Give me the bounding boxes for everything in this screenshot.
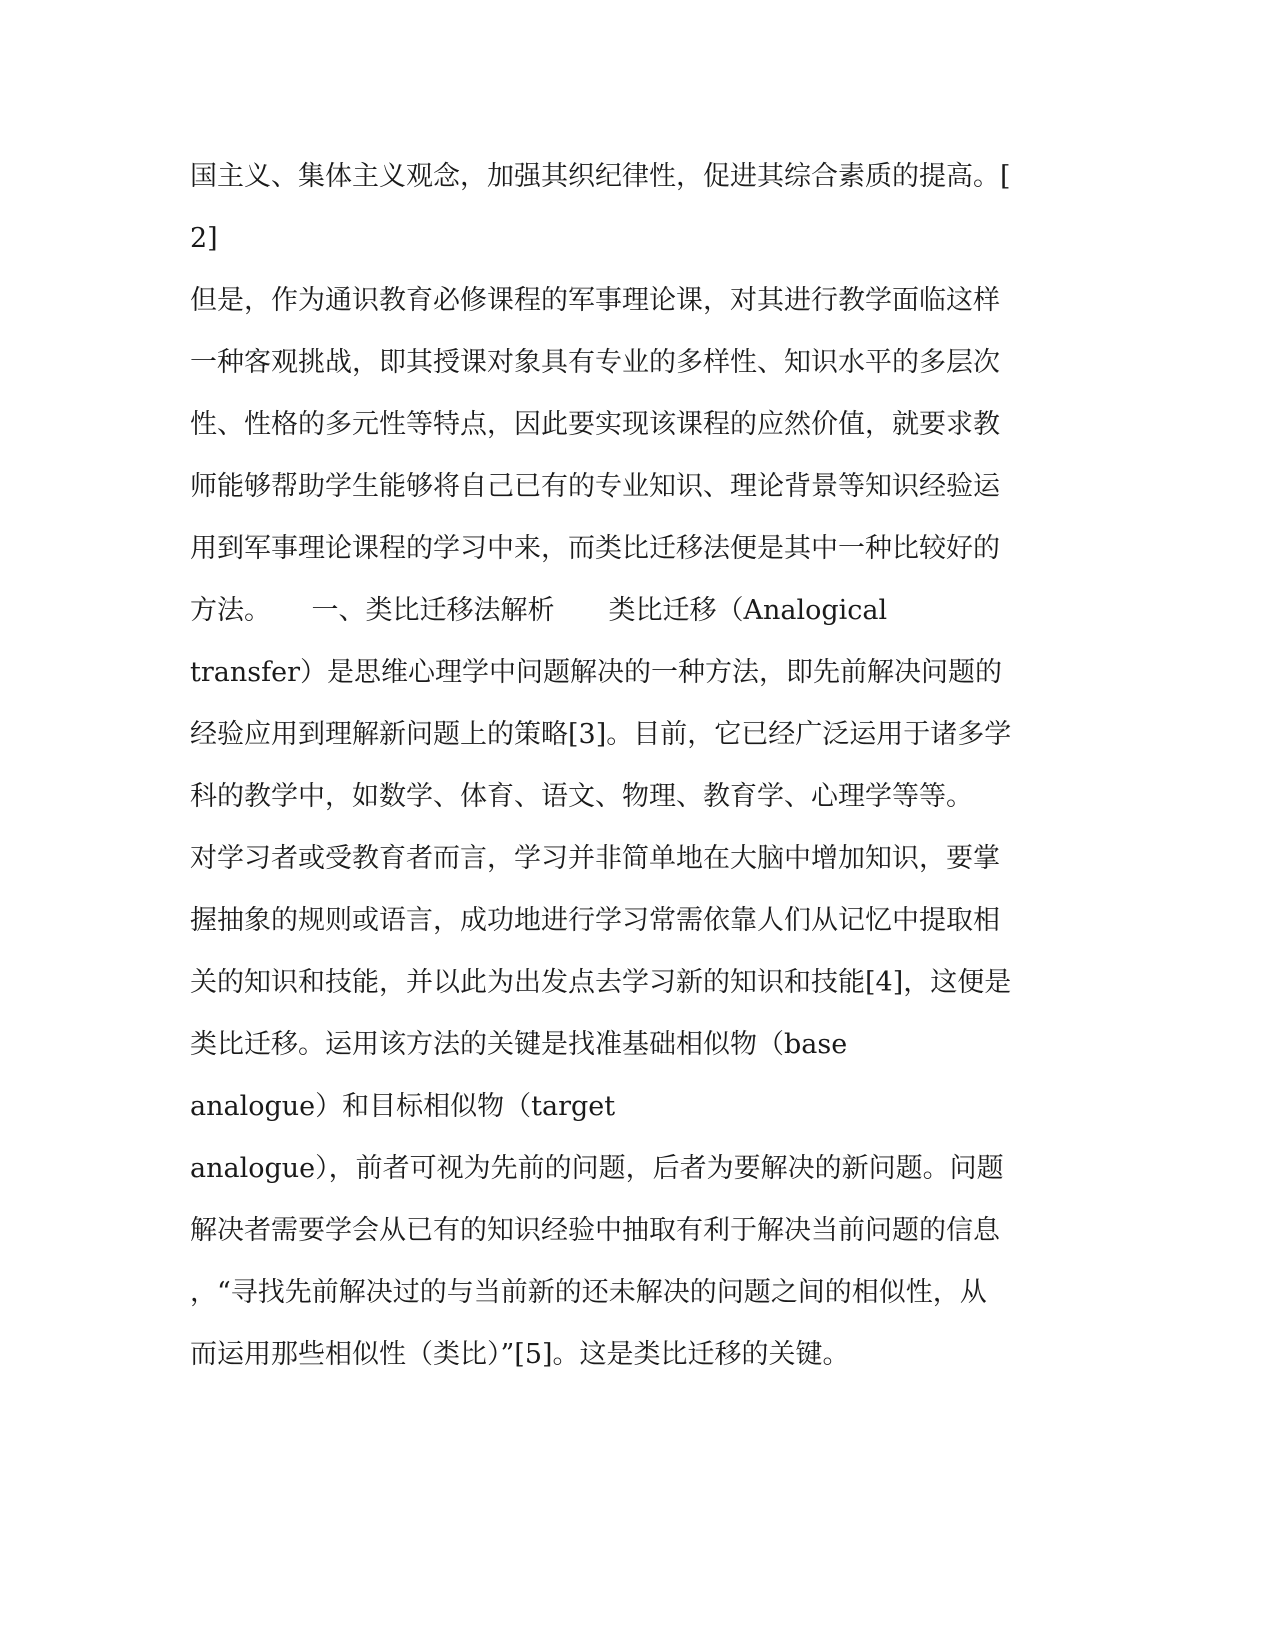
body-text-line: 师能够帮助学生能够将自己已有的专业知识、理论背景等知识经验运 [190,471,1000,502]
body-text-line: 解决者需要学会从已有的知识经验中抽取有利于解决当前问题的信息 [190,1215,1000,1246]
body-text-line: ，“寻找先前解决过的与当前新的还未解决的问题之间的相似性，从 [190,1277,987,1308]
body-text-line: analogue），前者可视为先前的问题，后者为要解决的新问题。问题 [190,1153,1004,1184]
section-heading-line: 方法。 一、类比迁移法解析 类比迁移（Analogical [190,595,888,626]
body-text-line: 但是，作为通识教育必修课程的军事理论课，对其进行教学面临这样 [190,285,1000,316]
body-text-line: 握抽象的规则或语言，成功地进行学习常需依靠人们从记忆中提取相 [190,905,1000,936]
body-text-line: 而运用那些相似性（类比）”[5]。这是类比迁移的关键。 [190,1339,850,1370]
body-text-line: 用到军事理论课程的学习中来，而类比迁移法便是其中一种比较好的 [190,533,1000,564]
body-text-line: transfer）是思维心理学中问题解决的一种方法，即先前解决问题的 [190,657,1002,688]
body-text-line: 类比迁移。运用该方法的关键是找准基础相似物（base [190,1029,848,1060]
body-text-line: 国主义、集体主义观念，加强其织纪律性，促进其综合素质的提高。[ [190,161,1011,192]
body-text-line: 对学习者或受教育者而言，学习并非简单地在大脑中增加知识，要掌 [190,843,1000,874]
body-text-line: 一种客观挑战，即其授课对象具有专业的多样性、知识水平的多层次 [190,347,1000,378]
body-text-line: analogue）和目标相似物（target [190,1091,616,1122]
body-text-line: 2] [190,223,218,254]
body-text-line: 经验应用到理解新问题上的策略[3]。目前，它已经广泛运用于诸多学 [190,719,1012,750]
body-text-line: 科的教学中，如数学、体育、语文、物理、教育学、心理学等等。 [190,781,973,812]
body-text-line: 性、性格的多元性等特点，因此要实现该课程的应然价值，就要求教 [190,409,1000,440]
body-text-line: 关的知识和技能，并以此为出发点去学习新的知识和技能[4]，这便是 [190,967,1012,998]
